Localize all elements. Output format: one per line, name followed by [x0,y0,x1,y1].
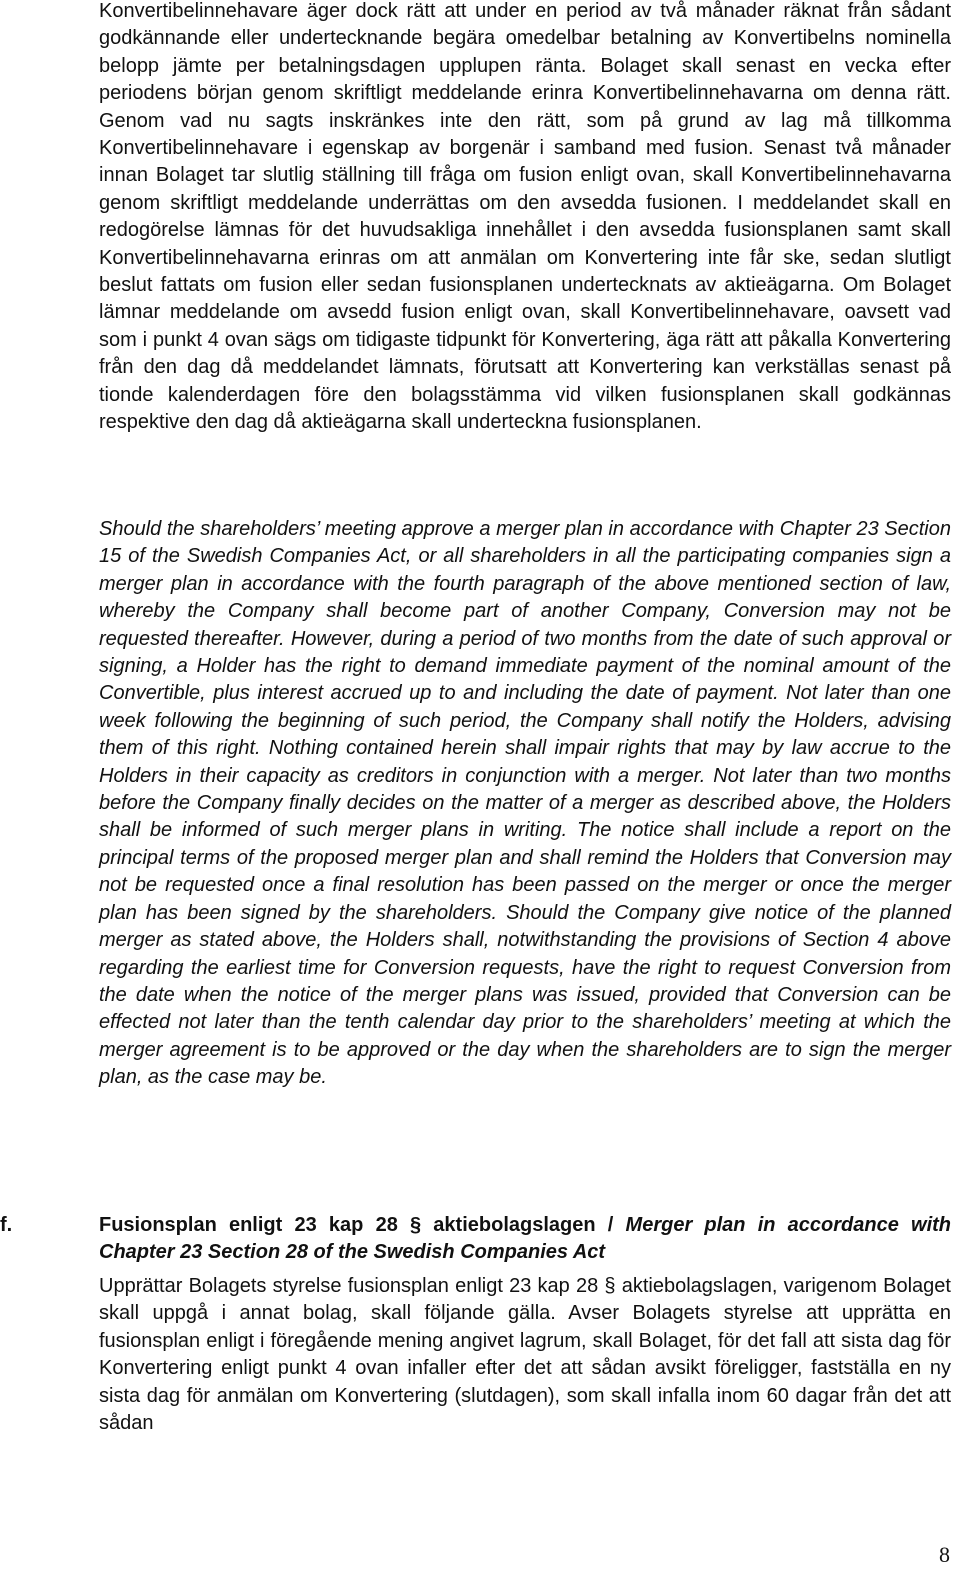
section-heading [99,1212,951,1267]
section-heading-swedish: Fusionsplan enligt 23 kap 28 § aktiebolagslagen [99,1214,596,1236]
section-heading-english: Merger plan in accordance with Chapter 23 Section 28 of the Swedish Companies Act [99,1214,952,1264]
section-letter: f. [0,1214,13,1236]
page-number: 8 [939,1542,950,1567]
paragraph-english-merger: Should the shareholders’ meeting approve a merger plan in accordance with Chapter 23 Section 15 of the Swedish Companies Act, or all shareholders in all the participating companies sign a merger plan in accordance with the fourth paragraph of the above mentioned section of law, whereby the Company shall become part of another Company, Conversion may not be requested thereafter. However, during a period of two months from the date of such approval or signing, a Holder has the right to demand immediate payment of the nominal amount of the Convertible, plus interest accrued up to and including the date of payment. Not later than one week following the beginning of such period, the Company shall notify the Holders, advising them of this right. Nothing contained herein shall impair rights that may by law accrue to the Holders in their capacity as creditors in conjunction with a merger. Not later than two months before the Company finally decides on the matter of a merger as described above, the Holders shall be informed of such merger plans in writing. The notice shall include a report on the principal terms of the proposed merger plan and shall remind the Holders that Conversion may not be requested once a final resolution has been passed on the merger or once the merger plan has been signed by the shareholders. Should the Company give notice of the planned merger as stated above, the Holders shall, notwithstanding the provisions of Section 4 above regarding the earliest time for Conversion requests, have the right to request Conversion from the date when the notice of the merger plans was issued, provided that Conversion can be effected not later than the tenth calendar day prior to the shareholders’ meeting at which the merger agreement is to be approved or the day when the shareholders are to sign the merger plan, as the case may be. [99,518,951,1089]
paragraph-swedish-fusionsplan: Upprättar Bolagets styrelse fusionsplan enligt 23 kap 28 § aktiebolagslagen, varigenom Bolaget skall uppgå i annat bolag, skall följande gälla. Avser Bolagets styrelse att upprätta en fusionsplan enligt i föregående mening angivet lagrum, skall Bolaget, för det fall att sista dag för Konvertering enligt punkt 4 ovan infaller efter det att sådan avsikt föreligger, fastställa en ny sista dag för anmälan om Konvertering (slutdagen), som skall infalla inom 60 dagar från det att sådan [99,1275,951,1435]
section-heading-separator: / [595,1214,626,1236]
paragraph-swedish-merger: Konvertibelinnehavare äger dock rätt att under en period av två månader räknat från sådant godkännande eller undertecknande begära omedelbar betalning av Konvertibelns nominella belopp jämte per betalningsdagen upplupen ränta. Bolaget skall senast en vecka efter periodens början genom skriftligt meddelande erinra Konvertibelinnehavarna om denna rätt. Genom vad nu sagts inskränkes inte den rätt, som på grund av lag må tillkomma Konvertibelinnehavare i egenskap av borgenär i samband med fusion. Senast två månader innan Bolaget tar slutlig ställning till fråga om fusion enligt ovan, skall Konvertibelinnehavarna genom skriftligt meddelande underrättas om den avsedda fusionen. I meddelandet skall en redogörelse lämnas för det huvudsakliga innehållet i den avsedda fusionsplanen samt skall Konvertibelinnehavarna erinras om att anmälan om Konvertering inte får ske, sedan slutligt beslut fattats om fusion eller sedan fusionsplanen undertecknats av aktieägarna. Om Bolaget lämnar meddelande om avsedd fusion enligt ovan, skall Konvertibelinnehavare, oavsett vad som i punkt 4 ovan sägs om tidigaste tidpunkt för Konvertering, äga rätt att påkalla Konvertering från den dag då meddelandet lämnats, förutsatt att Konvertering kan verkställas senast på tionde kalenderdagen före den bolagsstämma vid vilken fusionsplanen skall godkännas respektive den dag då aktieägarna skall underteckna fusionsplanen. [99,0,951,434]
